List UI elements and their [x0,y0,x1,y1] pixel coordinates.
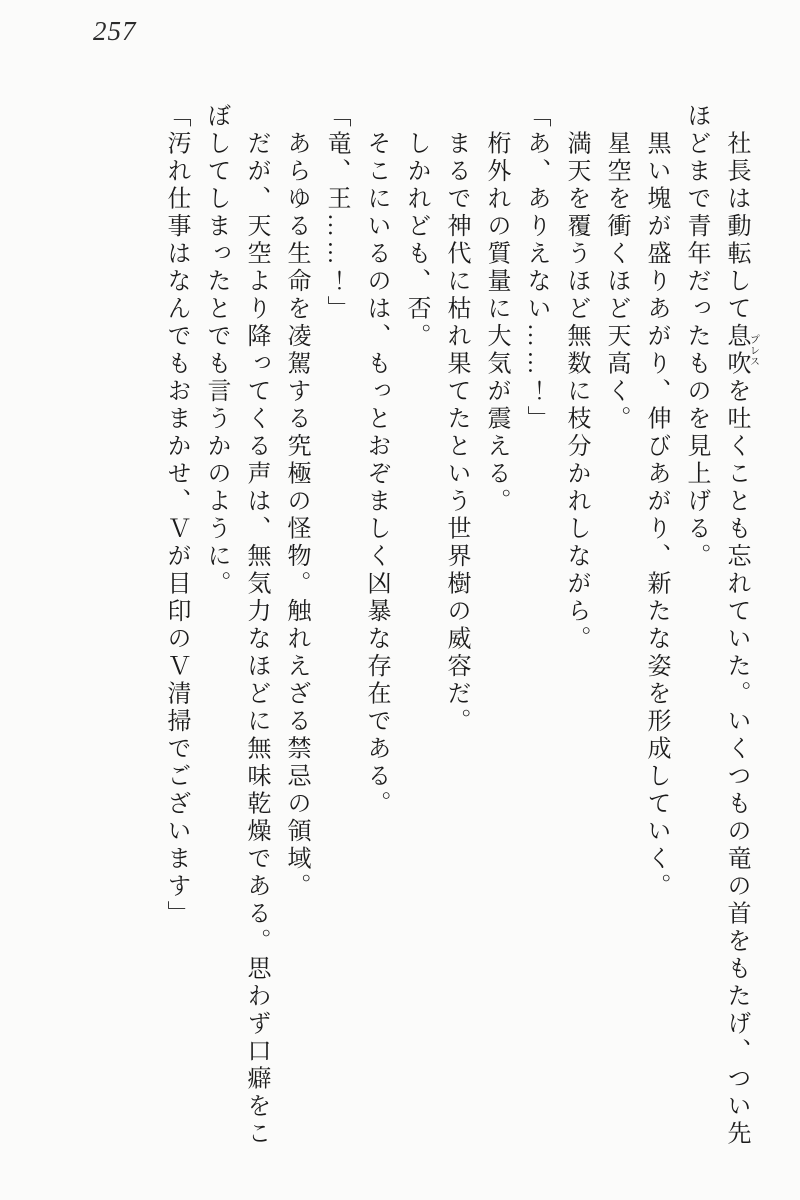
text-line: 星空を衝くほど天高く。 [603,103,629,433]
line-segment: 社長は動転して [723,103,749,323]
text-line: 「竜、王……！」 [323,103,349,323]
text-line: ぼしてしまったとでも言うかのように。 [203,103,229,598]
text-line: 「あ、ありえない……！」 [523,103,549,433]
text-line: 「汚れ仕事はなんでもおまかせ、Ｖが目印のＶ清掃でございます」 [163,103,189,928]
text-line: 桁外れの質量に大気が震える。 [483,103,509,516]
page-number: 257 [93,16,137,46]
ruby-breath-annotation [723,323,759,378]
text-line: あらゆる生命を凌駕する究極の怪物。触れえざる禁忌の領域。 [283,103,309,901]
line-segment: を吐くことも忘れていた。いくつもの竜の首をもたげ、つい先 [723,378,749,1148]
text-line: だが、天空より降ってくる声は、無気力なほどに無味乾燥である。思わず口癖をこ [243,103,269,1148]
ruby-base: 息吹 [723,323,749,378]
novel-text-block [156,103,758,1178]
text-line: そこにいるのは、もっとおぞましく凶暴な存在である。 [363,103,389,818]
text-line [716,103,758,1178]
text-line: しかれども、否。 [403,103,429,351]
text-line: 黒い塊が盛りあがり、伸びあがり、新たな姿を形成していく。 [643,103,669,901]
text-line: まるで神代に枯れ果てたという世界樹の威容だ。 [443,103,469,736]
text-line: ほどまで青年だったものを見上げる。 [683,103,709,571]
ruby-furigana: プレス [747,323,759,378]
text-line: 満天を覆うほど無数に枝分かれしながら。 [563,103,589,653]
